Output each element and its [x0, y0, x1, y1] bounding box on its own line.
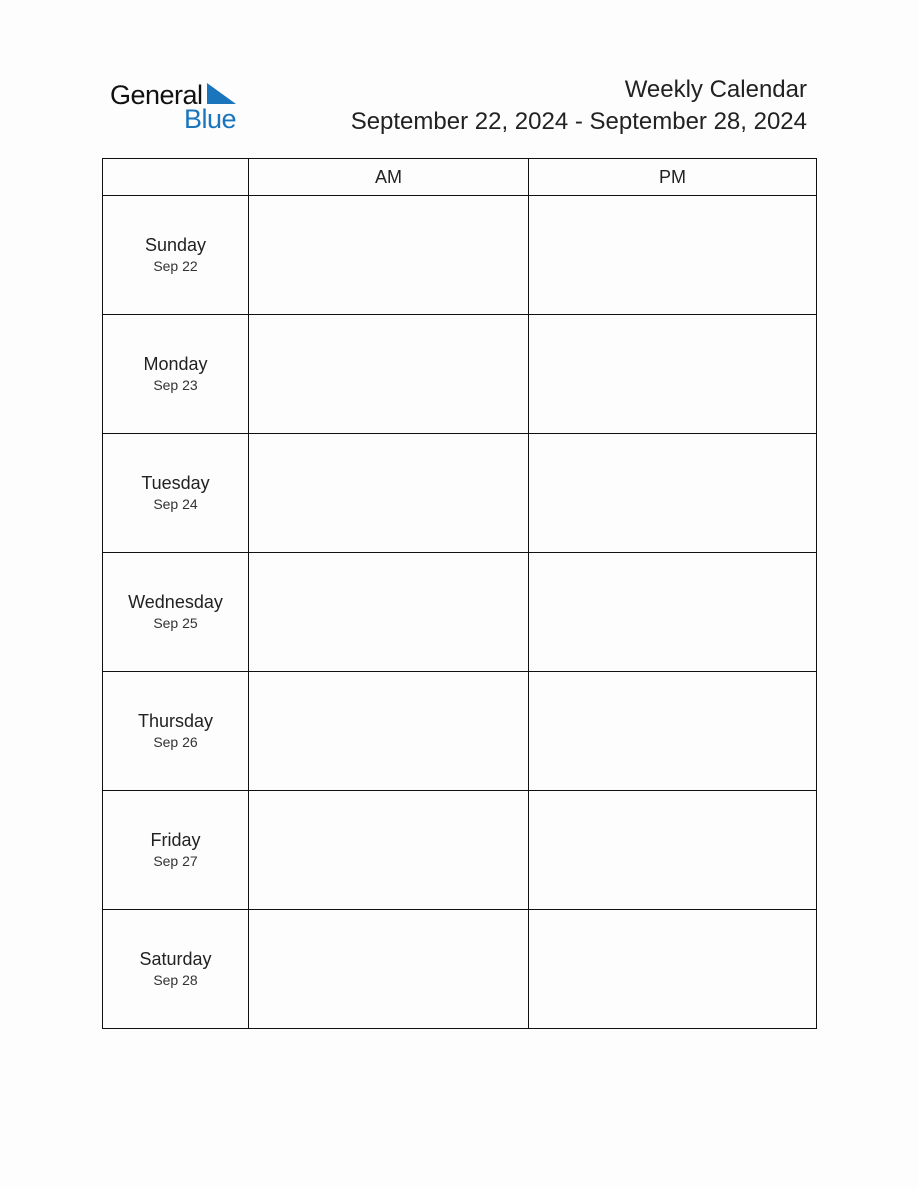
pm-cell[interactable] — [529, 910, 817, 1029]
day-label — [103, 910, 249, 1029]
am-cell[interactable] — [249, 910, 529, 1029]
header-corner — [103, 159, 249, 196]
day-label — [103, 791, 249, 910]
day-row-wednesday — [103, 553, 817, 672]
page-title: Weekly Calendar — [624, 76, 807, 103]
pm-cell[interactable] — [529, 434, 817, 553]
day-name: Tuesday — [141, 473, 210, 493]
am-cell[interactable] — [249, 196, 529, 315]
logo — [110, 78, 250, 134]
pm-cell[interactable] — [529, 791, 817, 910]
date-range: September 22, 2024 - September 28, 2024 — [350, 108, 807, 135]
day-date: Sep 24 — [153, 496, 198, 512]
day-date: Sep 23 — [153, 377, 198, 393]
pm-cell[interactable] — [529, 672, 817, 791]
day-row-friday — [103, 791, 817, 910]
day-date: Sep 27 — [153, 853, 198, 869]
day-label — [103, 315, 249, 434]
logo-text-general: General — [110, 80, 203, 110]
logo-triangle-icon — [207, 83, 236, 104]
logo-text-blue: Blue — [184, 104, 237, 134]
day-label — [103, 672, 249, 791]
am-cell[interactable] — [249, 672, 529, 791]
day-row-monday — [103, 315, 817, 434]
am-cell[interactable] — [249, 434, 529, 553]
day-date: Sep 25 — [153, 615, 198, 631]
header-pm: PM — [529, 159, 817, 196]
day-date: Sep 26 — [153, 734, 198, 750]
day-date: Sep 28 — [153, 972, 198, 988]
am-cell[interactable] — [249, 315, 529, 434]
header-am: AM — [249, 159, 529, 196]
day-name: Saturday — [139, 949, 212, 969]
day-label — [103, 434, 249, 553]
day-name: Monday — [143, 354, 208, 374]
am-cell[interactable] — [249, 791, 529, 910]
day-name: Friday — [150, 830, 201, 850]
day-row-saturday — [103, 910, 817, 1029]
pm-cell[interactable] — [529, 553, 817, 672]
day-label — [103, 196, 249, 315]
day-row-sunday — [103, 196, 817, 315]
day-row-thursday — [103, 672, 817, 791]
day-name: Wednesday — [128, 592, 223, 612]
am-cell[interactable] — [249, 553, 529, 672]
day-row-tuesday — [103, 434, 817, 553]
header-row — [103, 159, 817, 196]
day-date: Sep 22 — [153, 258, 198, 274]
day-label — [103, 553, 249, 672]
day-name: Sunday — [144, 235, 207, 255]
day-name: Thursday — [137, 711, 214, 731]
pm-cell[interactable] — [529, 315, 817, 434]
pm-cell[interactable] — [529, 196, 817, 315]
weekly-calendar-table — [102, 158, 817, 1029]
